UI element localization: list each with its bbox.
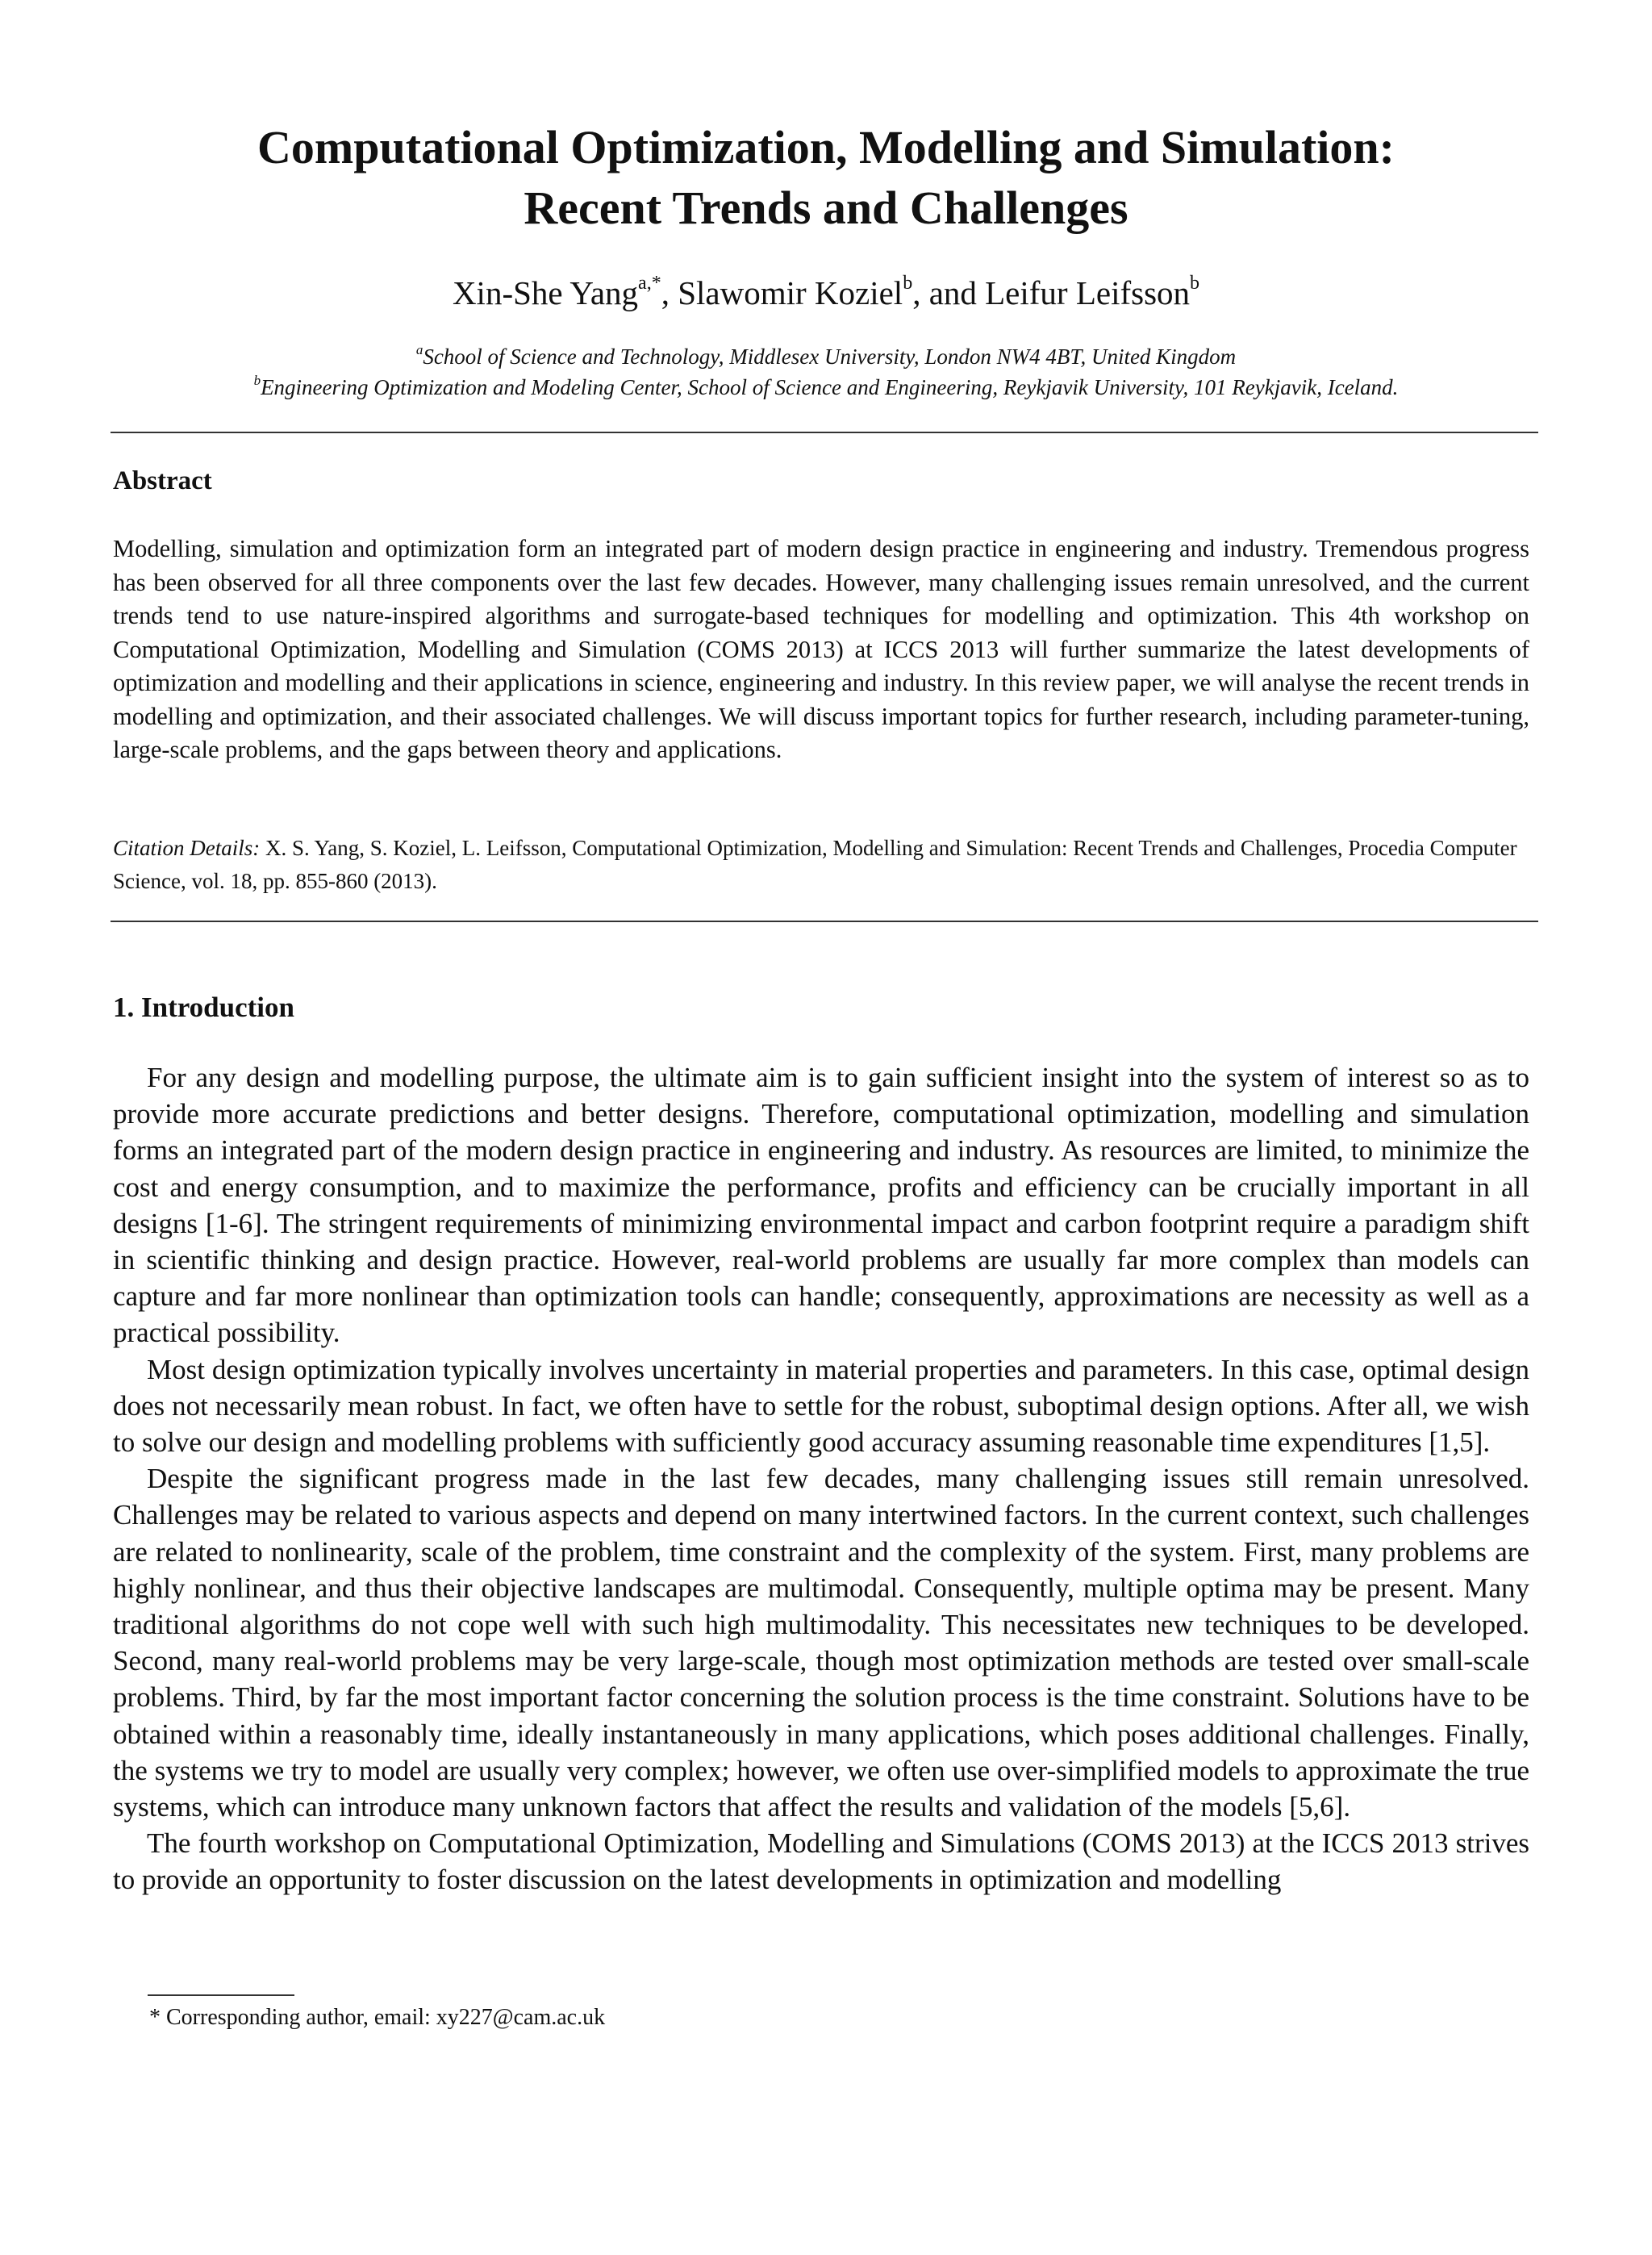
footnote-divider [148, 1994, 294, 1996]
abstract-body: Modelling, simulation and optimization form an integrated part of modern design practice in engineering and industry. Tremendous progress has been observed for all three components over the last few decades. However, many challenging issues remain unresolved, and the current trends tend to use nature-inspired algorithms and surrogate-based techniques for modelling and optimization. This 4th workshop on Computational Optimization, Modelling and Simulation (COMS 2013) at ICCS 2013 will further summarize the latest developments of optimization and modelling and their applications in science, engineering and industry. In this review paper, we will analyse the recent trends in modelling and optimization, and their associated challenges. We will discuss important topics for further research, including parameter-tuning, large-scale problems, and the gaps between theory and applications. [113, 535, 1529, 763]
author-affiliation-mark: b [1190, 273, 1200, 294]
title-line-1: Computational Optimization, Modelling and Simulation: [257, 121, 1395, 173]
affiliation-text: Engineering Optimization and Modeling Center, School of Science and Engineering, Reykjavik University, 101 Reykjavik, Iceland. [261, 375, 1399, 399]
author-name: Leifur Leifsson [985, 274, 1191, 311]
citation-text: X. S. Yang, S. Koziel, L. Leifsson, Computational Optimization, Modelling and Simulation: Recent Trends and Challenges, Procedia Computer Science, vol. 18, pp. 855-860 (2013). [113, 836, 1517, 893]
affiliation-mark: b [253, 373, 261, 388]
title-line-2: Recent Trends and Challenges [524, 182, 1128, 234]
body-paragraph: For any design and modelling purpose, the ultimate aim is to gain sufficient insight into the system of interest so as to provide more accurate predictions and better designs. Therefore, computational optimization, modelling and simulation forms an integrated part of the modern design practice in engineering and industry. As resources are limited, to minimize the cost and energy consumption, and to maximize the performance, profits and efficiency can be crucially important in all designs [1-6]. The stringent requirements of minimizing environmental impact and carbon footprint require a paradigm shift in scientific thinking and design practice. However, real-world problems are usually far more complex than models can capture and far more nonlinear than optimization tools can handle; consequently, approximations are necessity as well as a practical possibility. [113, 1062, 1529, 1349]
header-divider [111, 432, 1538, 433]
author-affiliation-mark: a,* [638, 273, 661, 294]
author-name: Xin-She Yang [452, 274, 639, 311]
author-affiliation-mark: b [903, 273, 913, 294]
body-paragraph: Despite the significant progress made in the last few decades, many challenging issues still remain unresolved. Challenges may be related to various aspects and depend on many intertwined factors. In the current context, such challenges are related to nonlinearity, scale of the problem, time constraint and the complexity of the system. First, many problems are highly nonlinear, and thus their objective landscapes are multimodal. Consequently, multiple optima may be present. Many traditional algorithms do not cope well with such high multimodality. This necessitates new techniques to be developed. Second, many real-world problems may be very large-scale, though most optimization methods are tested over small-scale problems. Third, by far the most important factor concerning the solution process is the time constraint. Solutions have to be obtained within a reasonably time, ideally instantaneously in many applications, which poses additional challenges. Finally, the systems we try to model are usually very complex; however, we often use over-simplified models to approximate the true systems, which can introduce many unknown factors that affect the results and validation of the models [5,6]. [113, 1463, 1529, 1823]
body-paragraph: Most design optimization typically involves uncertainty in material properties and parameters. In this case, optimal design does not necessarily mean robust. In fact, we often have to settle for the robust, suboptimal design options. After all, we wish to solve our design and modelling problems with sufficiently good accuracy assuming reasonable time expenditures [1,5]. [113, 1353, 1529, 1459]
affiliation-b [81, 374, 1571, 401]
introduction-body [113, 1059, 1529, 1898]
abstract-divider [111, 921, 1538, 922]
footnote: * Corresponding author, email: xy227@cam.ac.uk [149, 2005, 606, 2030]
citation-label: Citation Details: [113, 836, 261, 860]
citation-details [113, 832, 1529, 898]
affiliation-mark: a [415, 342, 423, 357]
author-separator: , [661, 274, 678, 311]
body-paragraph: The fourth workshop on Computational Optimization, Modelling and Simulations (COMS 2013) at the ICCS 2013 strives to provide an opportunity to foster discussion on the latest developments in optimization and modelling [113, 1827, 1529, 1896]
affiliation-a [81, 343, 1571, 370]
author-list [113, 273, 1539, 313]
abstract-heading: Abstract [113, 466, 212, 495]
section-heading-introduction: 1. Introduction [113, 992, 294, 1023]
author-name: Slawomir Koziel [678, 274, 903, 311]
author-separator: , and [912, 274, 986, 311]
affiliation-text: School of Science and Technology, Middlesex University, London NW4 4BT, United Kingdom [423, 345, 1237, 369]
paper-title [113, 117, 1539, 238]
